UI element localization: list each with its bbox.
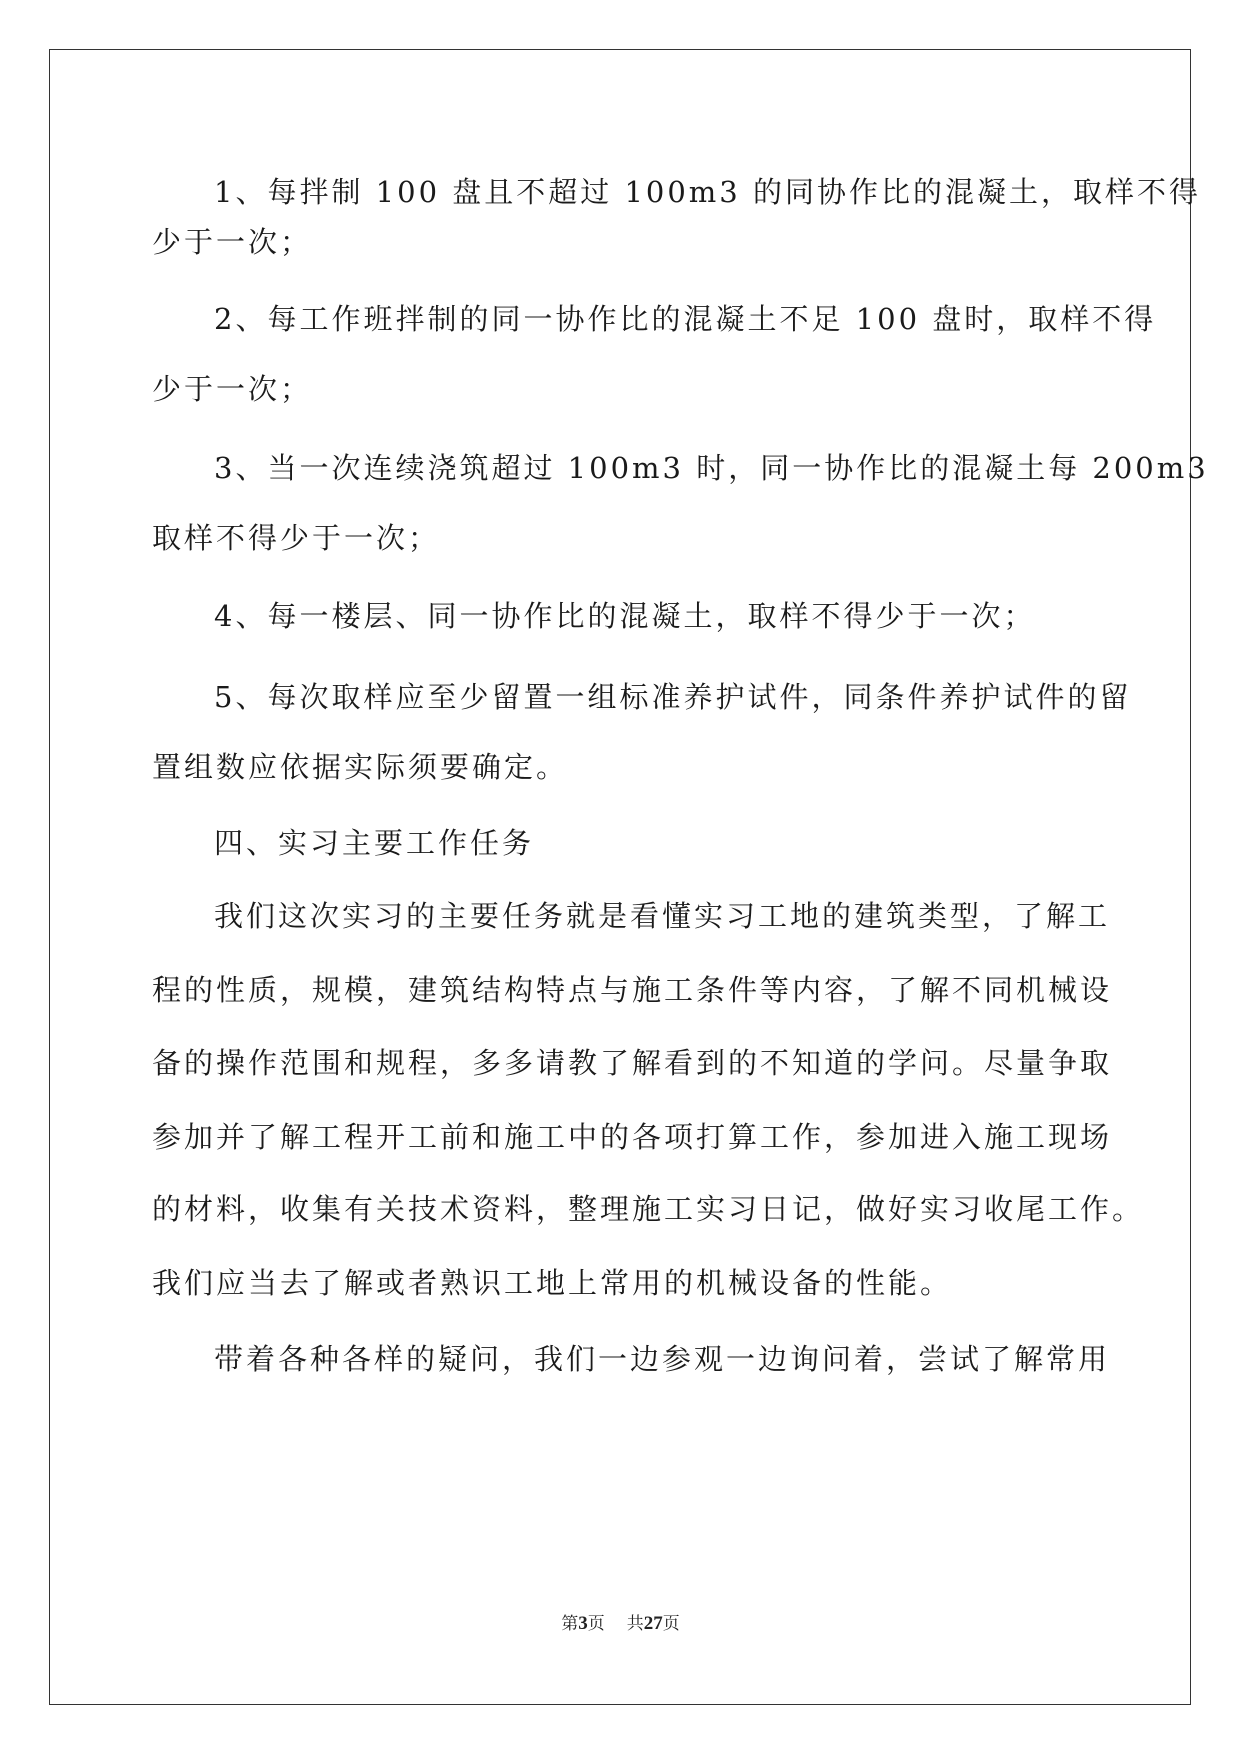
paragraph-line: 带着各种各样的疑问，我们一边参观一边询问着，尝试了解常用 [214,1342,1111,1376]
paragraph-line: 少于一次； [152,225,313,259]
footer-total-prefix: 共 [626,1614,644,1634]
paragraph-line: 置组数应依据实际须要确定。 [152,750,569,784]
paragraph-line: 我们这次实习的主要任务就是看懂实习工地的建筑类型，了解工 [214,899,1111,933]
paragraph-line: 3、当一次连续浇筑超过 100m3 时，同一协作比的混凝土每 200m3 [214,451,1209,485]
footer-page-suffix: 页 [587,1614,605,1634]
page-border [49,49,1209,1705]
paragraph-line: 1、每拌制 100 盘且不超过 100m3 的同协作比的混凝土，取样不得 [214,175,1201,209]
paragraph-line: 2、每工作班拌制的同一协作比的混凝土不足 100 盘时，取样不得 [214,302,1157,336]
footer-total-suffix: 页 [662,1614,680,1634]
page-footer [0,1613,1241,1635]
section-heading: 四、实习主要工作任务 [214,826,535,860]
current-page-number: 3 [578,1613,588,1634]
total-page-count: 27 [643,1613,663,1634]
paragraph-line: 取样不得少于一次； [152,521,441,555]
paragraph-line: 参加并了解工程开工前和施工中的各项打算工作，参加进入施工现场 [152,1120,1113,1154]
paragraph-line: 备的操作范围和规程，多多请教了解看到的不知道的学问。尽量争取 [152,1046,1113,1080]
footer-prefix: 第 [561,1614,579,1634]
paragraph-line: 少于一次； [152,372,313,406]
paragraph-line: 程的性质，规模，建筑结构特点与施工条件等内容，了解不同机械设 [152,973,1113,1007]
paragraph-line: 的材料，收集有关技术资料，整理施工实习日记，做好实习收尾工作。 [152,1192,1145,1226]
paragraph-line: 5、每次取样应至少留置一组标准养护试件，同条件养护试件的留 [214,680,1132,714]
paragraph-line: 4、每一楼层、同一协作比的混凝土，取样不得少于一次； [214,599,1036,633]
paragraph-line: 我们应当去了解或者熟识工地上常用的机械设备的性能。 [152,1266,953,1300]
